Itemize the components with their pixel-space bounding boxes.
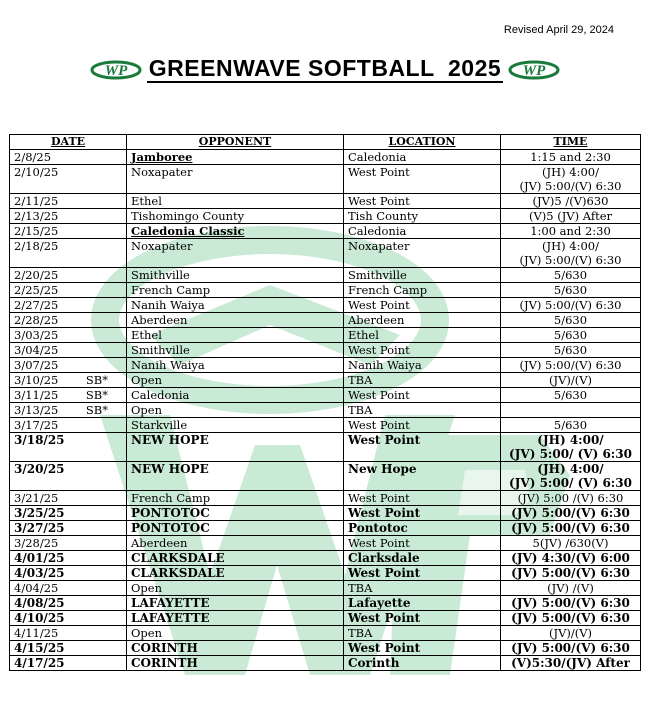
location-cell: West Point bbox=[344, 536, 501, 551]
location-cell: TBA bbox=[344, 581, 501, 596]
header-opponent: OPPONENT bbox=[127, 135, 344, 150]
time-cell: (JH) 4:00/ (JV) 5:00/(V) 6:30 bbox=[501, 165, 641, 194]
table-row bbox=[10, 224, 641, 239]
time-cell: (V)5:30/(JV) After bbox=[501, 656, 641, 671]
opponent-cell: Noxapater bbox=[127, 239, 344, 268]
time-cell: (V)5 (JV) After bbox=[501, 209, 641, 224]
revised-date: Revised April 29, 2024 bbox=[503, 24, 614, 36]
opponent-cell: Aberdeen bbox=[127, 536, 344, 551]
table-row bbox=[10, 150, 641, 165]
time-cell: 5/630 bbox=[501, 268, 641, 283]
table-row bbox=[10, 239, 641, 268]
opponent-cell: CLARKSDALE bbox=[127, 566, 344, 581]
location-cell: West Point bbox=[344, 388, 501, 403]
opponent-cell: French Camp bbox=[127, 283, 344, 298]
table-row bbox=[10, 194, 641, 209]
date-cell: 2/8/25 bbox=[10, 150, 127, 165]
opponent-cell: Open bbox=[127, 626, 344, 641]
date-cell: 4/11/25 bbox=[10, 626, 127, 641]
wp-logo-left-icon bbox=[90, 60, 142, 80]
date-cell: 3/07/25 bbox=[10, 358, 127, 373]
location-cell: Corinth bbox=[344, 656, 501, 671]
date-cell: 2/25/25 bbox=[10, 283, 127, 298]
date-cell: 2/20/25 bbox=[10, 268, 127, 283]
time-cell: (JV) 5:00/(V) 6:30 bbox=[501, 506, 641, 521]
time-cell: 5/630 bbox=[501, 343, 641, 358]
location-cell: French Camp bbox=[344, 283, 501, 298]
date-cell: 4/03/25 bbox=[10, 566, 127, 581]
opponent-cell: French Camp bbox=[127, 491, 344, 506]
date-cell: 3/21/25 bbox=[10, 491, 127, 506]
location-cell: West Point bbox=[344, 298, 501, 313]
time-cell bbox=[501, 403, 641, 418]
table-row bbox=[10, 506, 641, 521]
time-cell: (JH) 4:00/ (JV) 5:00/ (V) 6:30 bbox=[501, 433, 641, 462]
opponent-cell: Caledonia bbox=[127, 388, 344, 403]
date-cell: 4/10/25 bbox=[10, 611, 127, 626]
location-cell: Caledonia bbox=[344, 224, 501, 239]
location-cell: West Point bbox=[344, 506, 501, 521]
table-row bbox=[10, 641, 641, 656]
time-cell: (JV) 5:00/(V) 6:30 bbox=[501, 596, 641, 611]
opponent-text: Caledonia Classic bbox=[131, 224, 245, 238]
opponent-cell: Open bbox=[127, 403, 344, 418]
time-cell: (JV) 5:00 /(V) 6:30 bbox=[501, 491, 641, 506]
date-cell: 3/28/25 bbox=[10, 536, 127, 551]
table-row bbox=[10, 433, 641, 462]
table-row bbox=[10, 596, 641, 611]
time-cell: 1:00 and 2:30 bbox=[501, 224, 641, 239]
location-cell: New Hope bbox=[344, 462, 501, 491]
location-cell: West Point bbox=[344, 641, 501, 656]
date-cell: 3/20/25 bbox=[10, 462, 127, 491]
table-row bbox=[10, 403, 641, 418]
time-cell: 1:15 and 2:30 bbox=[501, 150, 641, 165]
opponent-text: Jamboree bbox=[131, 150, 193, 164]
table-row bbox=[10, 388, 641, 403]
table-row bbox=[10, 551, 641, 566]
opponent-cell: Starkville bbox=[127, 418, 344, 433]
time-cell: 5/630 bbox=[501, 418, 641, 433]
time-cell: (JV) 5:00/(V) 6:30 bbox=[501, 521, 641, 536]
date-cell: 4/01/25 bbox=[10, 551, 127, 566]
location-cell: Clarksdale bbox=[344, 551, 501, 566]
sb-note: SB* bbox=[85, 373, 108, 387]
location-cell: West Point bbox=[344, 343, 501, 358]
date-cell: 2/28/25 bbox=[10, 313, 127, 328]
wp-logo-right-icon bbox=[508, 60, 560, 80]
time-cell: 5/630 bbox=[501, 328, 641, 343]
opponent-cell: Tishomingo County bbox=[127, 209, 344, 224]
date-text: 3/11/25 bbox=[14, 388, 59, 402]
table-row bbox=[10, 462, 641, 491]
opponent-cell bbox=[127, 150, 344, 165]
table-row bbox=[10, 581, 641, 596]
location-cell: Lafayette bbox=[344, 596, 501, 611]
table-row bbox=[10, 521, 641, 536]
date-cell: 3/04/25 bbox=[10, 343, 127, 358]
time-cell: (JV)/(V) bbox=[501, 626, 641, 641]
opponent-cell: Open bbox=[127, 373, 344, 388]
svg-text:WP: WP bbox=[104, 63, 127, 79]
location-cell: Aberdeen bbox=[344, 313, 501, 328]
location-cell: Smithville bbox=[344, 268, 501, 283]
header-location: LOCATION bbox=[344, 135, 501, 150]
date-cell: 4/17/25 bbox=[10, 656, 127, 671]
table-row bbox=[10, 418, 641, 433]
table-row bbox=[10, 491, 641, 506]
date-cell bbox=[10, 388, 127, 403]
location-cell: West Point bbox=[344, 165, 501, 194]
opponent-cell: Open bbox=[127, 581, 344, 596]
location-cell: West Point bbox=[344, 491, 501, 506]
opponent-cell: PONTOTOC bbox=[127, 521, 344, 536]
opponent-cell: CORINTH bbox=[127, 641, 344, 656]
time-cell: (JV) 5:00/(V) 6:30 bbox=[501, 298, 641, 313]
opponent-cell: LAFAYETTE bbox=[127, 596, 344, 611]
time-cell: 5(JV) /630(V) bbox=[501, 536, 641, 551]
title-bar bbox=[0, 55, 650, 83]
table-row bbox=[10, 165, 641, 194]
table-row bbox=[10, 373, 641, 388]
location-cell: West Point bbox=[344, 194, 501, 209]
location-cell: West Point bbox=[344, 566, 501, 581]
location-cell: Tish County bbox=[344, 209, 501, 224]
time-cell: (JV) 5:00/(V) 6:30 bbox=[501, 611, 641, 626]
time-cell: (JH) 4:00/ (JV) 5:00/ (V) 6:30 bbox=[501, 462, 641, 491]
time-cell: (JV) /(V) bbox=[501, 581, 641, 596]
date-cell: 3/18/25 bbox=[10, 433, 127, 462]
table-row bbox=[10, 611, 641, 626]
date-cell: 4/15/25 bbox=[10, 641, 127, 656]
opponent-cell: Smithville bbox=[127, 343, 344, 358]
opponent-cell: Nanih Waiya bbox=[127, 358, 344, 373]
time-cell: (JV)5 /(V)630 bbox=[501, 194, 641, 209]
time-cell: (JV) 5:00/(V) 6:30 bbox=[501, 358, 641, 373]
location-cell: Caledonia bbox=[344, 150, 501, 165]
opponent-cell: Noxapater bbox=[127, 165, 344, 194]
opponent-cell: Aberdeen bbox=[127, 313, 344, 328]
location-cell: Ethel bbox=[344, 328, 501, 343]
opponent-cell: NEW HOPE bbox=[127, 462, 344, 491]
time-cell: (JH) 4:00/ (JV) 5:00/(V) 6:30 bbox=[501, 239, 641, 268]
opponent-cell: Nanih Waiya bbox=[127, 298, 344, 313]
header-time: TIME bbox=[501, 135, 641, 150]
table-row bbox=[10, 656, 641, 671]
opponent-cell: CLARKSDALE bbox=[127, 551, 344, 566]
table-row bbox=[10, 358, 641, 373]
opponent-cell: Smithville bbox=[127, 268, 344, 283]
header-row bbox=[10, 135, 641, 150]
date-cell: 3/27/25 bbox=[10, 521, 127, 536]
date-cell: 2/10/25 bbox=[10, 165, 127, 194]
opponent-cell: Ethel bbox=[127, 194, 344, 209]
location-cell: Pontotoc bbox=[344, 521, 501, 536]
date-cell: 4/08/25 bbox=[10, 596, 127, 611]
date-cell: 2/27/25 bbox=[10, 298, 127, 313]
time-cell: (JV) 4:30/(V) 6:00 bbox=[501, 551, 641, 566]
time-cell: (JV) 5:00/(V) 6:30 bbox=[501, 641, 641, 656]
date-text: 3/10/25 bbox=[14, 373, 59, 387]
date-cell: 2/15/25 bbox=[10, 224, 127, 239]
location-cell: West Point bbox=[344, 611, 501, 626]
date-cell: 2/18/25 bbox=[10, 239, 127, 268]
location-cell: West Point bbox=[344, 433, 501, 462]
table-row bbox=[10, 283, 641, 298]
date-cell: 3/25/25 bbox=[10, 506, 127, 521]
time-cell: 5/630 bbox=[501, 388, 641, 403]
date-text: 3/13/25 bbox=[14, 403, 59, 417]
table-row bbox=[10, 268, 641, 283]
table-row bbox=[10, 209, 641, 224]
svg-text:WP: WP bbox=[523, 63, 546, 79]
table-row bbox=[10, 328, 641, 343]
location-cell: TBA bbox=[344, 373, 501, 388]
schedule-table bbox=[9, 134, 641, 671]
sb-note: SB* bbox=[85, 403, 108, 417]
location-cell: Noxapater bbox=[344, 239, 501, 268]
date-cell: 2/13/25 bbox=[10, 209, 127, 224]
table-row bbox=[10, 566, 641, 581]
date-cell bbox=[10, 403, 127, 418]
page-title: GREENWAVE SOFTBALL 2025 bbox=[148, 55, 502, 81]
location-cell: TBA bbox=[344, 403, 501, 418]
opponent-cell: CORINTH bbox=[127, 656, 344, 671]
opponent-cell: LAFAYETTE bbox=[127, 611, 344, 626]
table-row bbox=[10, 626, 641, 641]
time-cell: 5/630 bbox=[501, 283, 641, 298]
opponent-cell: PONTOTOC bbox=[127, 506, 344, 521]
date-cell: 4/04/25 bbox=[10, 581, 127, 596]
location-cell: Nanih Waiya bbox=[344, 358, 501, 373]
header-date: DATE bbox=[10, 135, 127, 150]
table-row bbox=[10, 313, 641, 328]
opponent-cell: NEW HOPE bbox=[127, 433, 344, 462]
location-cell: West Point bbox=[344, 418, 501, 433]
location-cell: TBA bbox=[344, 626, 501, 641]
opponent-cell: Ethel bbox=[127, 328, 344, 343]
opponent-cell bbox=[127, 224, 344, 239]
table-row bbox=[10, 536, 641, 551]
date-cell: 3/03/25 bbox=[10, 328, 127, 343]
date-cell: 3/17/25 bbox=[10, 418, 127, 433]
time-cell: 5/630 bbox=[501, 313, 641, 328]
date-cell: 2/11/25 bbox=[10, 194, 127, 209]
sb-note: SB* bbox=[85, 388, 108, 402]
date-cell bbox=[10, 373, 127, 388]
time-cell: (JV)/(V) bbox=[501, 373, 641, 388]
table-row bbox=[10, 298, 641, 313]
time-cell: (JV) 5:00/(V) 6:30 bbox=[501, 566, 641, 581]
table-row bbox=[10, 343, 641, 358]
